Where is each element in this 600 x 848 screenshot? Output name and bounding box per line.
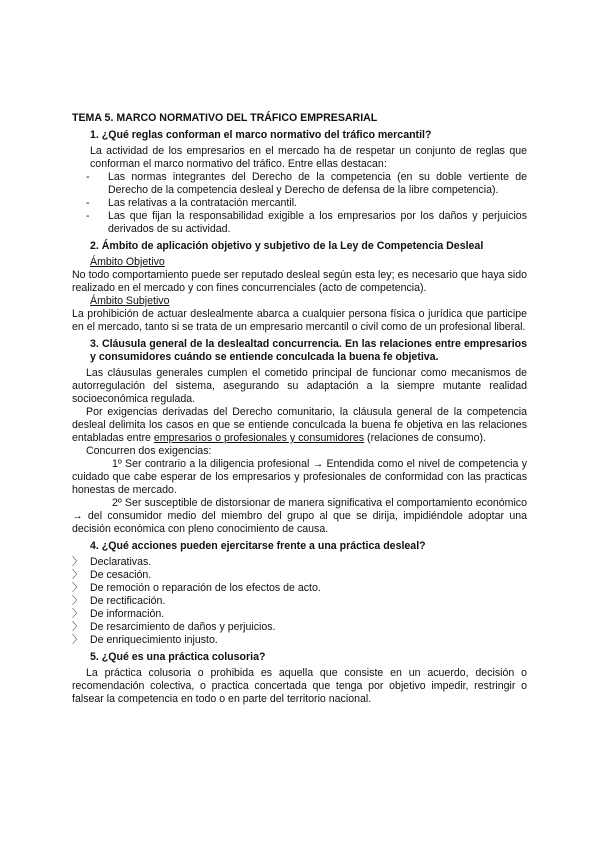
list-item — [72, 197, 527, 210]
underlined-text: empresarios o profesionales y consumidores — [153, 432, 365, 444]
subjective-scope-text: La prohibición de actuar deslealmente abarca a cualquier persona física o jurídica que participe en el mercado, tanto si se trata de un empresario mercantil o civil como de un profesional liberal. — [72, 308, 527, 333]
list-item-text: Las relativas a la contratación mercantil. — [108, 197, 298, 209]
requirement-1: 1º Ser contrario a la diligencia profesional → Entendida como el nivel de competencia y cuidado que cabe esperar de los empresarios y profesionales de conformidad con las practicas honestas de mercado. — [72, 458, 527, 496]
section-3-paragraph-3: Concurren dos exigencias: — [86, 445, 212, 457]
list-item — [72, 582, 527, 595]
angle-bracket-icon: 〉 — [72, 634, 83, 646]
angle-bracket-icon: 〉 — [72, 621, 83, 633]
objective-scope-label: Ámbito Objetivo — [90, 256, 165, 268]
angle-bracket-icon: 〉 — [72, 556, 83, 568]
section-3-paragraph-2 — [72, 406, 527, 445]
list-item-text: De enriquecimiento injusto. — [90, 634, 218, 646]
list-item-text: De remoción o reparación de los efectos de acto. — [90, 582, 321, 594]
list-item — [72, 608, 527, 621]
document-title: TEMA 5. MARCO NORMATIVO DEL TRÁFICO EMPRESARIAL — [72, 112, 378, 124]
list-item — [72, 210, 527, 236]
section-2-heading: 2. Ámbito de aplicación objetivo y subjetivo de la Ley de Competencia Desleal — [90, 240, 484, 252]
dash-marker: - — [86, 197, 90, 209]
list-item-text: De cesación. — [90, 569, 152, 581]
angle-bracket-icon: 〉 — [72, 569, 83, 581]
section-3-paragraph-1: Las cláusulas generales cumplen el cometido principal de funcionar como mecanismos de autorregulación del sistema, asegurando su adaptación a la siempre mutante realidad socioeconómica regulada. — [72, 367, 527, 405]
list-item-text: Las normas integrantes del Derecho de la competencia (en su doble vertiente de Derecho de la competencia desleal y Derecho de defensa de la libre competencia). — [108, 171, 527, 196]
actions-list — [72, 556, 527, 647]
section-4-heading: 4. ¿Qué acciones pueden ejercitarse frente a una práctica desleal? — [90, 540, 426, 552]
objective-scope-text: No todo comportamiento puede ser reputado desleal según esta ley; es necesario que haya sido realizado en el mercado y con fines concurrenciales (acto de competencia). — [72, 269, 527, 294]
paragraph-text: (relaciones de consumo). — [364, 432, 486, 444]
list-item-text: De información. — [90, 608, 165, 620]
requirement-2: 2º Ser susceptible de distorsionar de manera significativa el comportamiento económico → del consumidor medio del miembro del grupo al que se dirija, impidiéndole adoptar una decisión económica con pleno conocimiento de causa. — [72, 497, 527, 535]
section-5-heading: 5. ¿Qué es una práctica colusoria? — [90, 651, 266, 663]
list-item — [72, 556, 527, 569]
angle-bracket-icon: 〉 — [72, 595, 83, 607]
angle-bracket-icon: 〉 — [72, 608, 83, 620]
list-item — [72, 171, 527, 197]
list-item — [72, 569, 527, 582]
list-item-text: De resarcimiento de daños y perjuicios. — [90, 621, 276, 633]
list-item — [72, 621, 527, 634]
paragraph-text: Por exigencias derivadas del Derecho comunitario, la cláusula general de la competencia desleal delimita los casos en que se entiende conculcada la buena fe objetiva en las relaciones entabladas entre — [72, 406, 527, 444]
list-item-text: Las que fijan la responsabilidad exigible a los empresarios por los daños y perjuicios derivados de su actividad. — [108, 210, 527, 235]
section-1-intro: La actividad de los empresarios en el mercado ha de respetar un conjunto de reglas que conforman el marco normativo del tráfico. Entre ellas destacan: — [90, 145, 527, 170]
section-5-text: La práctica colusoria o prohibida es aquella que consiste en un acuerdo, decisión o recomendación colectiva, o practica concertada que tenga por objetivo impedir, restringir o falsear la competencia en todo o en parte del territorio nacional. — [72, 667, 527, 705]
dash-marker: - — [86, 171, 90, 183]
subjective-scope-label: Ámbito Subjetivo — [90, 295, 170, 307]
list-item-text: De rectificación. — [90, 595, 166, 607]
angle-bracket-icon: 〉 — [72, 582, 83, 594]
document-page — [72, 112, 527, 706]
list-item-text: Declarativas. — [90, 556, 152, 568]
section-3-heading: 3. Cláusula general de la deslealtad concurrencia. En las relaciones entre empresarios y consumidores cuándo se entiende conculcada la buena fe objetiva. — [90, 338, 527, 363]
section-1-heading: 1. ¿Qué reglas conforman el marco normativo del tráfico mercantil? — [90, 129, 432, 141]
list-item — [72, 634, 527, 647]
list-item — [72, 595, 527, 608]
dash-marker: - — [86, 210, 90, 222]
